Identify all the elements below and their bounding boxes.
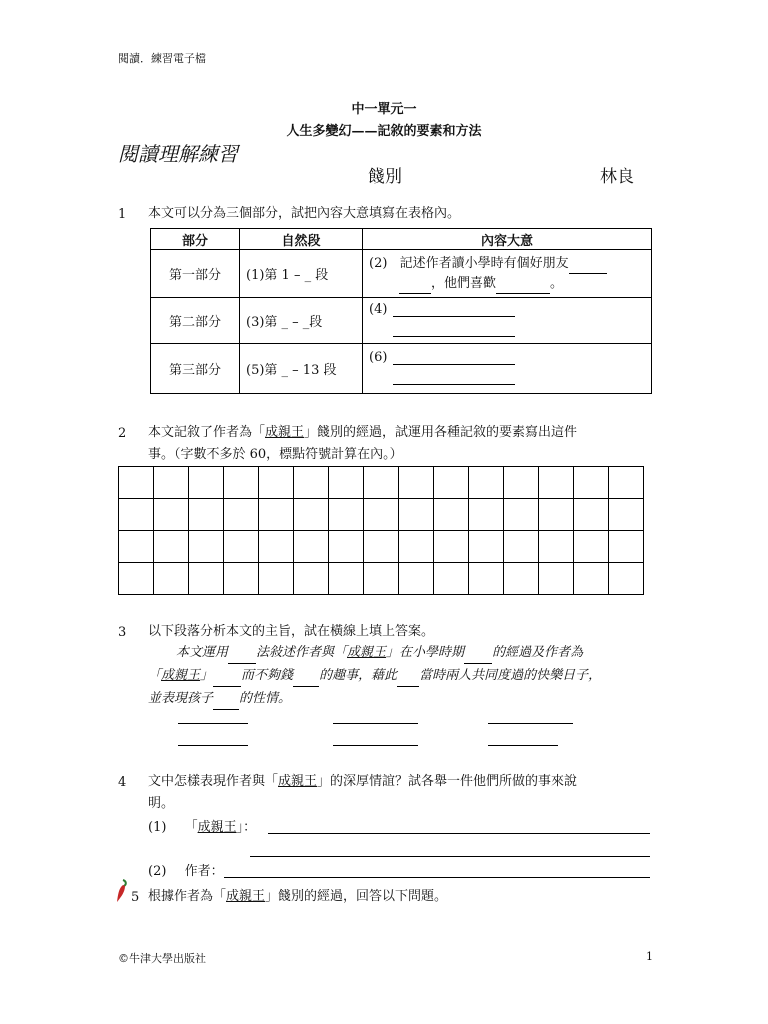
question-4-name: 成親王 — [278, 774, 318, 789]
question-5-number: 5 — [131, 890, 140, 905]
row-3-mark: (6) — [369, 350, 388, 365]
answer-blank[interactable] — [464, 649, 492, 664]
passage-text: 「 — [148, 668, 162, 683]
question-2-text-a: 本文記敘了作者為「 — [148, 425, 266, 440]
passage-text: 本文運用 — [176, 645, 229, 660]
item-1-name: 成親王 — [197, 820, 237, 835]
question-4-text-b: 」的深厚情誼？試各舉一件他們所做的事來說 — [317, 774, 578, 789]
question-4-text-line2: 明。 — [148, 796, 175, 811]
question-2-name: 成親王 — [265, 425, 305, 440]
passage-text: 並表現孩子 — [148, 691, 214, 706]
question-4-text — [148, 771, 577, 815]
pepper-icon — [114, 878, 130, 904]
question-5-name: 成親王 — [226, 889, 266, 904]
question-3-passage — [148, 641, 601, 710]
row-3-part: 第三部分 — [151, 344, 240, 394]
passage-text: 當時兩人共同度過的快樂日子， — [419, 668, 602, 683]
passage-name: 成親王 — [347, 645, 387, 660]
row-1-mark: (2) — [369, 255, 388, 271]
writing-grid[interactable] — [118, 466, 644, 595]
answer-blank[interactable] — [228, 649, 256, 664]
header-note: 閱讀．練習電子檔 — [118, 52, 206, 65]
table-header-part: 部分 — [151, 229, 240, 250]
row-1-paragraph: (1)第 1 – _ 段 — [240, 250, 363, 298]
question-2-text — [148, 422, 577, 466]
answer-blank[interactable] — [397, 672, 419, 687]
article-title: 餞別 — [368, 167, 402, 187]
table-row — [151, 298, 652, 344]
question-1-number: 1 — [118, 207, 127, 222]
question-4-number: 4 — [118, 775, 127, 790]
answer-line[interactable] — [333, 723, 418, 724]
table-header-row — [151, 229, 652, 250]
table-header-content: 內容大意 — [363, 229, 652, 250]
row-2-mark: (4) — [369, 302, 388, 317]
passage-text: 而不夠錢 — [241, 668, 294, 683]
row-1-content[interactable] — [363, 250, 652, 298]
row-1-content-text-b: ，他們喜歡 — [431, 275, 497, 291]
question-4-item-2 — [148, 861, 224, 883]
question-2-number: 2 — [118, 426, 127, 441]
answer-line[interactable] — [333, 745, 418, 746]
passage-text: 的經過及作者為 — [492, 645, 584, 660]
summary-table — [150, 228, 652, 394]
answer-blank[interactable] — [213, 695, 239, 710]
question-3-number: 3 — [118, 625, 127, 640]
row-3-paragraph: (5)第 _ – 13 段 — [240, 344, 363, 394]
answer-line[interactable] — [393, 364, 515, 365]
question-2-text-line2: 事。（字數不多於 60，標點符號計算在內。） — [148, 447, 403, 462]
answer-line[interactable] — [250, 856, 650, 857]
answer-line[interactable] — [393, 316, 515, 317]
question-4-item-1 — [148, 817, 256, 839]
row-2-part: 第二部分 — [151, 298, 240, 344]
question-3-text: 以下段落分析本文的主旨，試在橫線上填上答案。 — [148, 624, 435, 639]
answer-line[interactable] — [393, 384, 515, 385]
table-header-paragraph: 自然段 — [240, 229, 363, 250]
footer-publisher: ©牛津大學出版社 — [118, 952, 206, 965]
item-1-text: 「 — [184, 820, 198, 835]
answer-blank[interactable] — [496, 279, 550, 294]
item-1-label: (1) — [148, 820, 167, 835]
row-1-part: 第一部分 — [151, 250, 240, 298]
answer-line[interactable] — [178, 745, 248, 746]
table-row — [151, 250, 652, 298]
item-1-text: 」： — [236, 820, 257, 835]
answer-line[interactable] — [488, 745, 558, 746]
row-3-content[interactable] — [363, 344, 652, 394]
question-5-text-a: 根據作者為「 — [148, 889, 227, 904]
unit-subtitle: 人生多變幻——記敘的要素和方法 — [286, 124, 482, 139]
answer-blank[interactable] — [569, 259, 607, 274]
answer-blank[interactable] — [399, 279, 431, 294]
passage-text: 的性情。 — [239, 691, 292, 706]
question-2-text-b: 」餞別的經過，試運用各種記敘的要素寫出這件 — [304, 425, 578, 440]
answer-blank[interactable] — [293, 672, 319, 687]
answer-line[interactable] — [393, 336, 515, 337]
row-1-content-text-c: 。 — [550, 275, 564, 291]
passage-name: 成親王 — [161, 668, 201, 683]
answer-line[interactable] — [178, 723, 248, 724]
row-1-content-text-a: 記述作者讀小學時有個好朋友 — [399, 255, 569, 271]
unit-title: 中一單元一 — [351, 102, 417, 117]
answer-blank[interactable] — [213, 672, 241, 687]
passage-text: 」在小學時期 — [386, 645, 465, 660]
question-1-text: 本文可以分為三個部分，試把內容大意填寫在表格內。 — [148, 206, 461, 221]
passage-text: 」 — [200, 668, 214, 683]
page-number: 1 — [646, 950, 653, 963]
article-author: 林良 — [600, 167, 634, 187]
answer-line[interactable] — [488, 723, 573, 724]
question-5-text-b: 」餞別的經過，回答以下問題。 — [265, 889, 448, 904]
passage-text: 法敍述作者與「 — [256, 645, 348, 660]
item-2-label: (2) — [148, 864, 167, 879]
item-2-text: 作者： — [184, 864, 224, 879]
question-4-text-a: 文中怎樣表現作者與「 — [148, 774, 279, 789]
row-2-content[interactable] — [363, 298, 652, 344]
answer-line[interactable] — [224, 877, 650, 878]
table-row — [151, 344, 652, 394]
section-title: 閱讀理解練習 — [118, 142, 238, 166]
question-5-text — [148, 886, 447, 908]
answer-line[interactable] — [268, 833, 650, 834]
passage-text: 的趣事，藉此 — [319, 668, 398, 683]
row-2-paragraph: (3)第 _ – _段 — [240, 298, 363, 344]
